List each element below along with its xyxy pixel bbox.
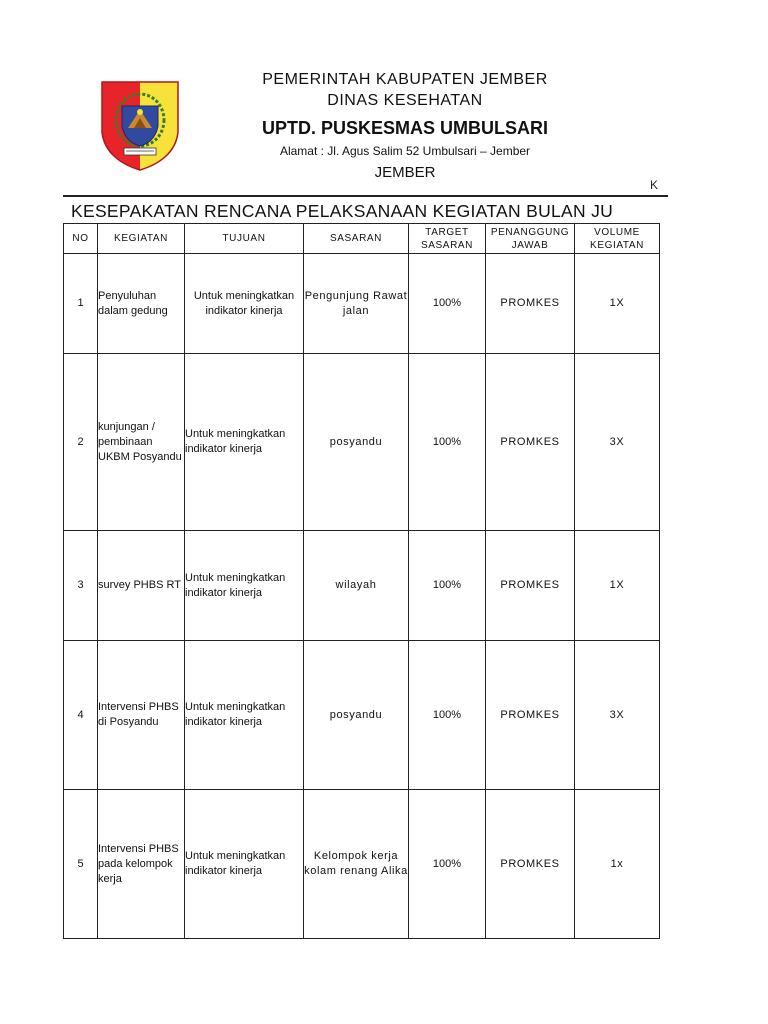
cell-sasaran: Pengunjung Rawat jalan <box>304 254 409 354</box>
table-row <box>64 641 660 790</box>
cell-kegiatan: Intervensi PHBS di Posyandu <box>98 641 185 790</box>
institution-address: Alamat : Jl. Agus Salim 52 Umbulsari – Jember <box>279 144 531 158</box>
table-row <box>64 354 660 531</box>
cell-penanggung-jawab: PROMKES <box>486 641 575 790</box>
cell-target: 100% <box>409 641 486 790</box>
cell-kegiatan: survey PHBS RT <box>98 531 185 641</box>
header-kegiatan: KEGIATAN <box>98 224 185 254</box>
department-name: DINAS KESEHATAN <box>327 92 483 109</box>
institution-name: UPTD. PUSKESMAS UMBULSARI <box>261 118 548 138</box>
table-row <box>64 531 660 641</box>
cell-tujuan: Untuk meningkatkan indikator kinerja <box>185 531 304 641</box>
cell-sasaran: wilayah <box>304 531 409 641</box>
cell-sasaran: posyandu <box>304 641 409 790</box>
corner-label: K <box>650 178 659 192</box>
cell-volume: 3X <box>575 641 660 790</box>
city-name: JEMBER <box>374 164 436 181</box>
cell-volume: 1X <box>575 531 660 641</box>
activity-plan-table <box>63 223 660 939</box>
header-divider <box>63 195 668 197</box>
cell-penanggung-jawab: PROMKES <box>486 790 575 939</box>
cell-sasaran: Kelompok kerja kolam renang Alika <box>304 790 409 939</box>
header-tujuan: TUJUAN <box>185 224 304 254</box>
document-title-container <box>63 198 660 224</box>
cell-tujuan: Untuk meningkatkan indikator kinerja <box>185 254 304 354</box>
jember-regency-emblem-icon <box>98 76 182 172</box>
cell-kegiatan: Penyuluhan dalam gedung <box>98 254 185 354</box>
cell-tujuan: Untuk meningkatkan indikator kinerja <box>185 641 304 790</box>
cell-penanggung-jawab: PROMKES <box>486 254 575 354</box>
header-target-sasaran: TARGET SASARAN <box>409 224 486 254</box>
cell-kegiatan: kunjungan / pembinaan UKBM Posyandu <box>98 354 185 531</box>
cell-no: 1 <box>64 254 98 354</box>
header-sasaran: SASARAN <box>304 224 409 254</box>
cell-volume: 1X <box>575 254 660 354</box>
header-penanggung-jawab: PENANGGUNG JAWAB <box>486 224 575 254</box>
cell-no: 4 <box>64 641 98 790</box>
cell-target: 100% <box>409 531 486 641</box>
document-title: KESEPAKATAN RENCANA PELAKSANAAN KEGIATAN BULAN JU <box>71 201 614 221</box>
cell-no: 5 <box>64 790 98 939</box>
table-header-row <box>64 224 660 254</box>
cell-kegiatan: Intervensi PHBS pada kelompok kerja <box>98 790 185 939</box>
cell-volume: 1x <box>575 790 660 939</box>
cell-no: 2 <box>64 354 98 531</box>
government-name: PEMERINTAH KABUPATEN JEMBER <box>262 71 548 88</box>
cell-penanggung-jawab: PROMKES <box>486 531 575 641</box>
table-row <box>64 254 660 354</box>
cell-target: 100% <box>409 790 486 939</box>
header-no: NO <box>64 224 98 254</box>
cell-tujuan: Untuk meningkatkan indikator kinerja <box>185 354 304 531</box>
cell-sasaran: posyandu <box>304 354 409 531</box>
table-row <box>64 790 660 939</box>
cell-tujuan: Untuk meningkatkan indikator kinerja <box>185 790 304 939</box>
cell-volume: 3X <box>575 354 660 531</box>
header-volume-kegiatan: VOLUME KEGIATAN <box>575 224 660 254</box>
cell-penanggung-jawab: PROMKES <box>486 354 575 531</box>
cell-target: 100% <box>409 254 486 354</box>
cell-target: 100% <box>409 354 486 531</box>
cell-no: 3 <box>64 531 98 641</box>
